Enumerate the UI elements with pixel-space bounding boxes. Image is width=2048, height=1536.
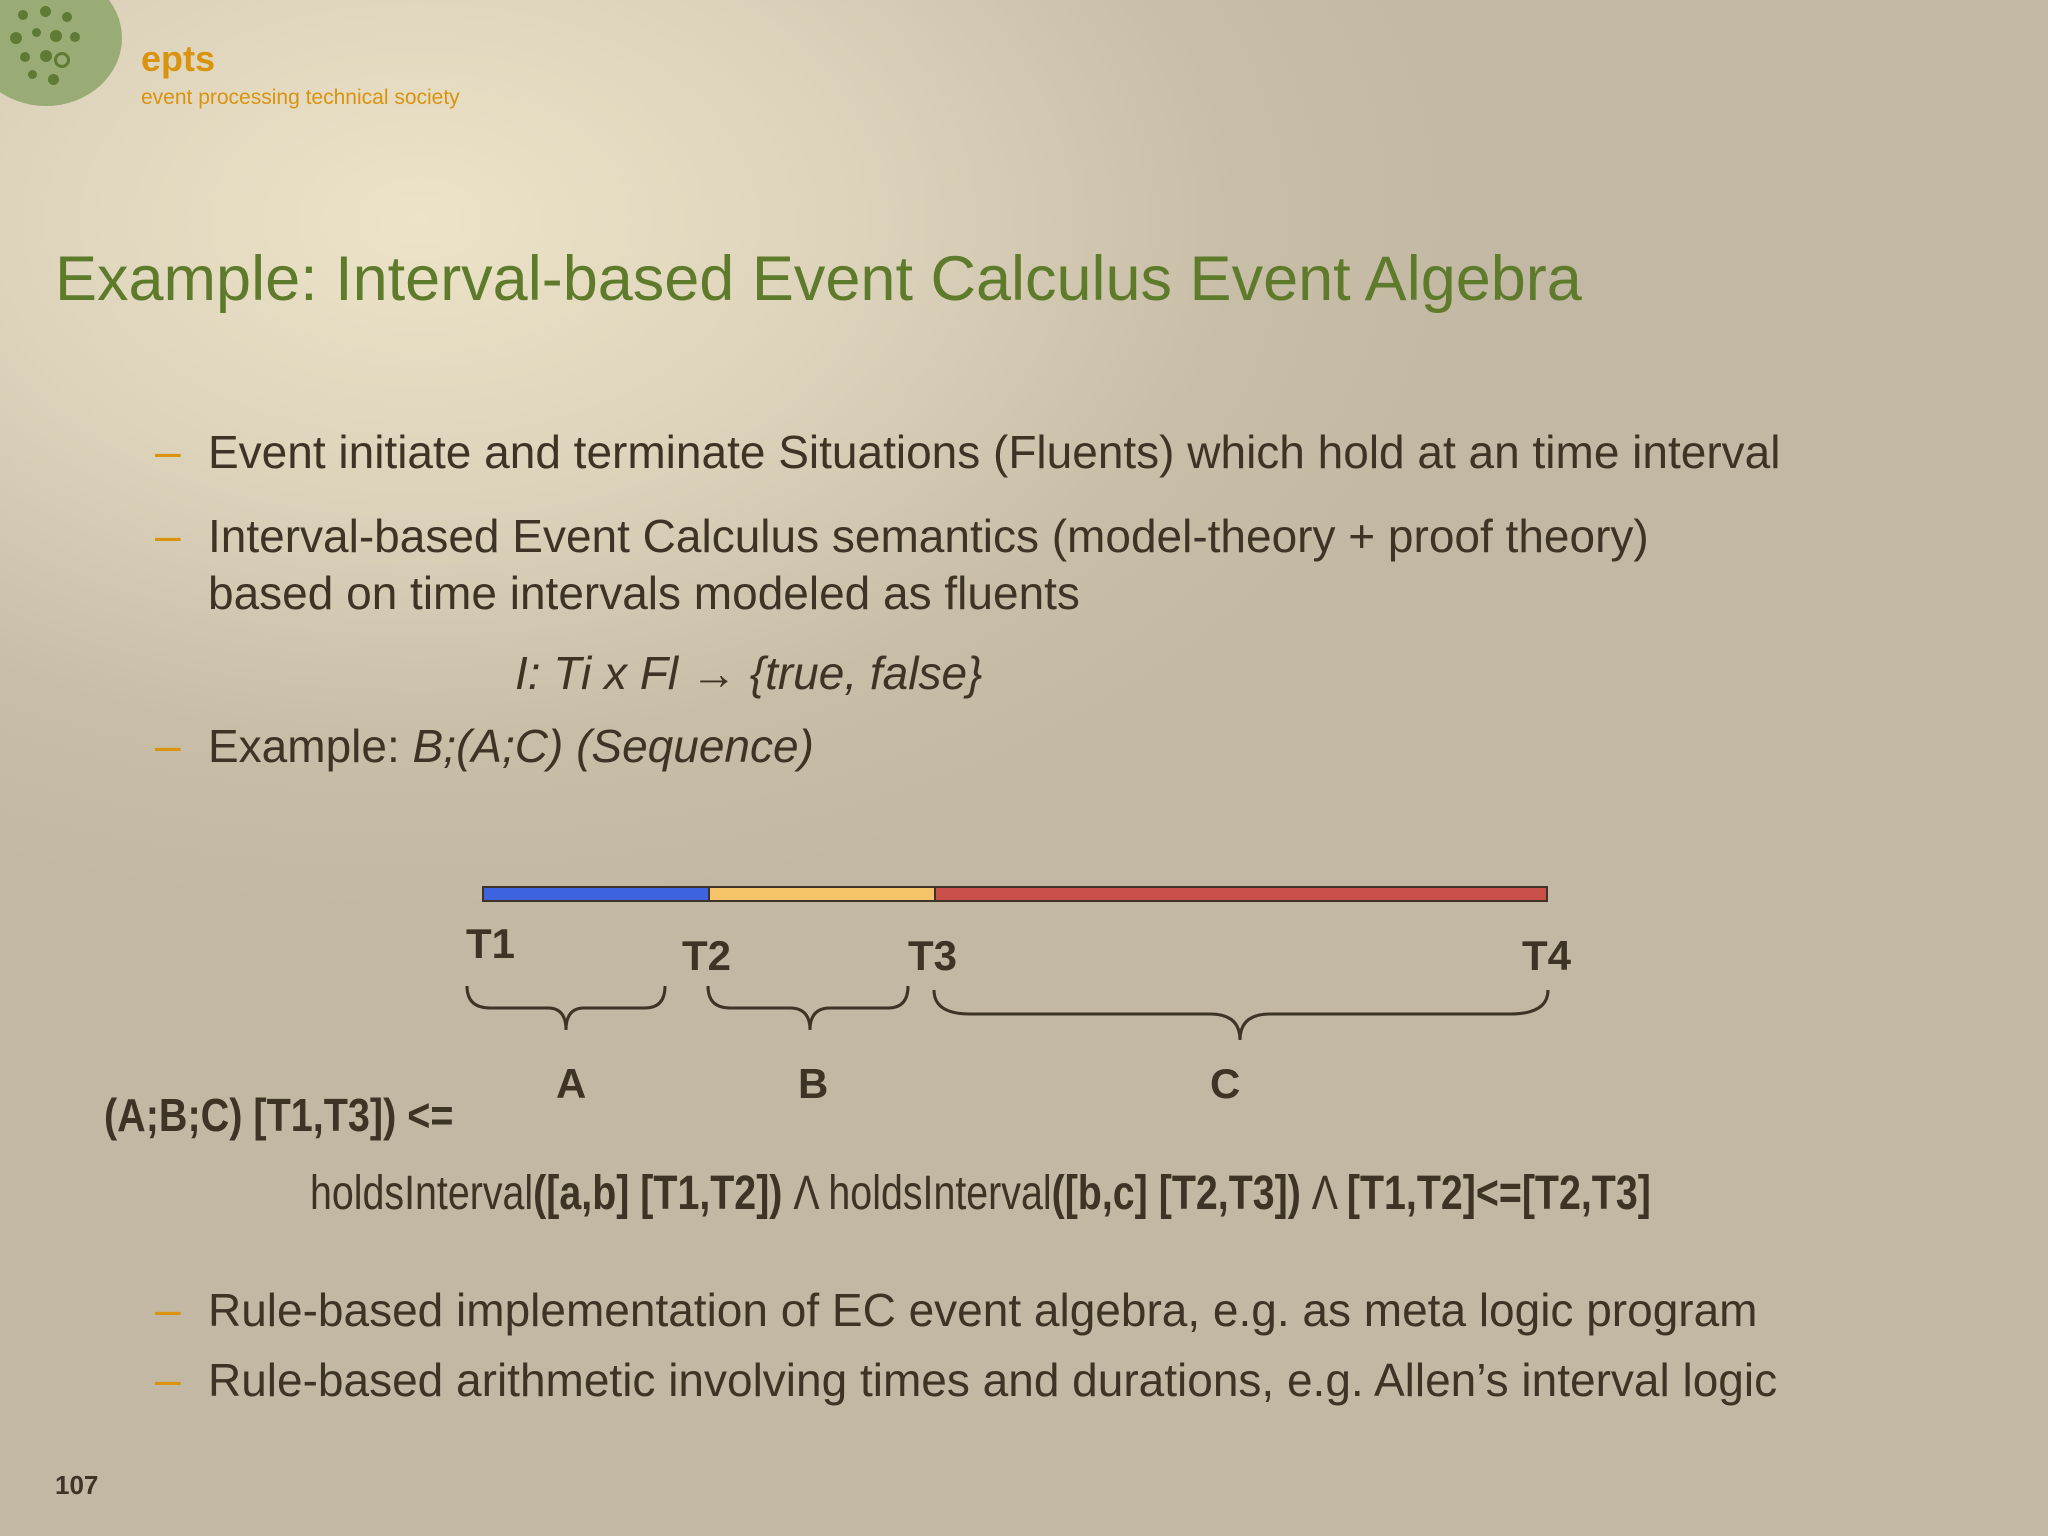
bullet-dash: – <box>155 509 181 561</box>
rule-body-part: Λ holdsInterval <box>782 1167 1052 1220</box>
logo-name: epts <box>141 38 216 79</box>
bullet-text: Rule-based implementation of EC event algebra, e.g. as meta logic program <box>208 1284 1758 1336</box>
brace-label-b: B <box>798 1060 829 1107</box>
formula-left: I: Ti x Fl <box>515 647 691 699</box>
rule-body-part: [T1,T2]<=[T2,T3] <box>1346 1167 1651 1220</box>
time-label-t4: T4 <box>1522 932 1572 979</box>
page-number: 107 <box>55 1470 99 1500</box>
time-label-t3: T3 <box>908 932 958 979</box>
rule-head: (A;B;C) [T1,T3]) <= <box>104 1089 454 1141</box>
bullet-text-line2: based on time intervals modeled as fluents <box>208 567 1080 619</box>
bullet-dash: – <box>155 1283 181 1335</box>
example-prefix: Example: <box>208 720 413 772</box>
time-label-t2: T2 <box>682 932 732 979</box>
brace-label-c: C <box>1210 1060 1241 1107</box>
time-label-t1: T1 <box>466 920 516 967</box>
bullet-text: Event initiate and terminate Situations (Fluents) which hold at an time interval <box>208 426 1781 478</box>
bullet-dash: – <box>155 719 181 771</box>
rule-body-part: ([b,c] [T2,T3]) <box>1051 1167 1301 1220</box>
brace-label-a: A <box>556 1060 587 1107</box>
formula-right: {true, false} <box>736 647 983 699</box>
rule-body-part: holdsInterval <box>310 1167 534 1220</box>
example-expression: B;(A;C) (Sequence) <box>412 720 814 772</box>
bullet-text: Rule-based arithmetic involving times and durations, e.g. Allen’s interval logic <box>208 1354 1778 1406</box>
slide-title: Example: Interval-based Event Calculus Event Algebra <box>55 244 1582 314</box>
rule-body-part: ([a,b] [T1,T2]) <box>533 1167 783 1220</box>
brace-c <box>934 990 1548 1040</box>
rule-body <box>310 1166 1651 1221</box>
rule-body-part: Λ <box>1300 1167 1347 1220</box>
bullet-text-line1: Interval-based Event Calculus semantics (model-theory + proof theory) <box>208 510 1649 562</box>
brace-b <box>708 986 908 1030</box>
arrow-icon: → <box>690 647 737 699</box>
bullet-dash: – <box>155 1353 181 1405</box>
brace-a <box>467 986 665 1030</box>
bullet-dash: – <box>155 425 181 477</box>
logo-subtitle: event processing technical society <box>141 86 460 109</box>
